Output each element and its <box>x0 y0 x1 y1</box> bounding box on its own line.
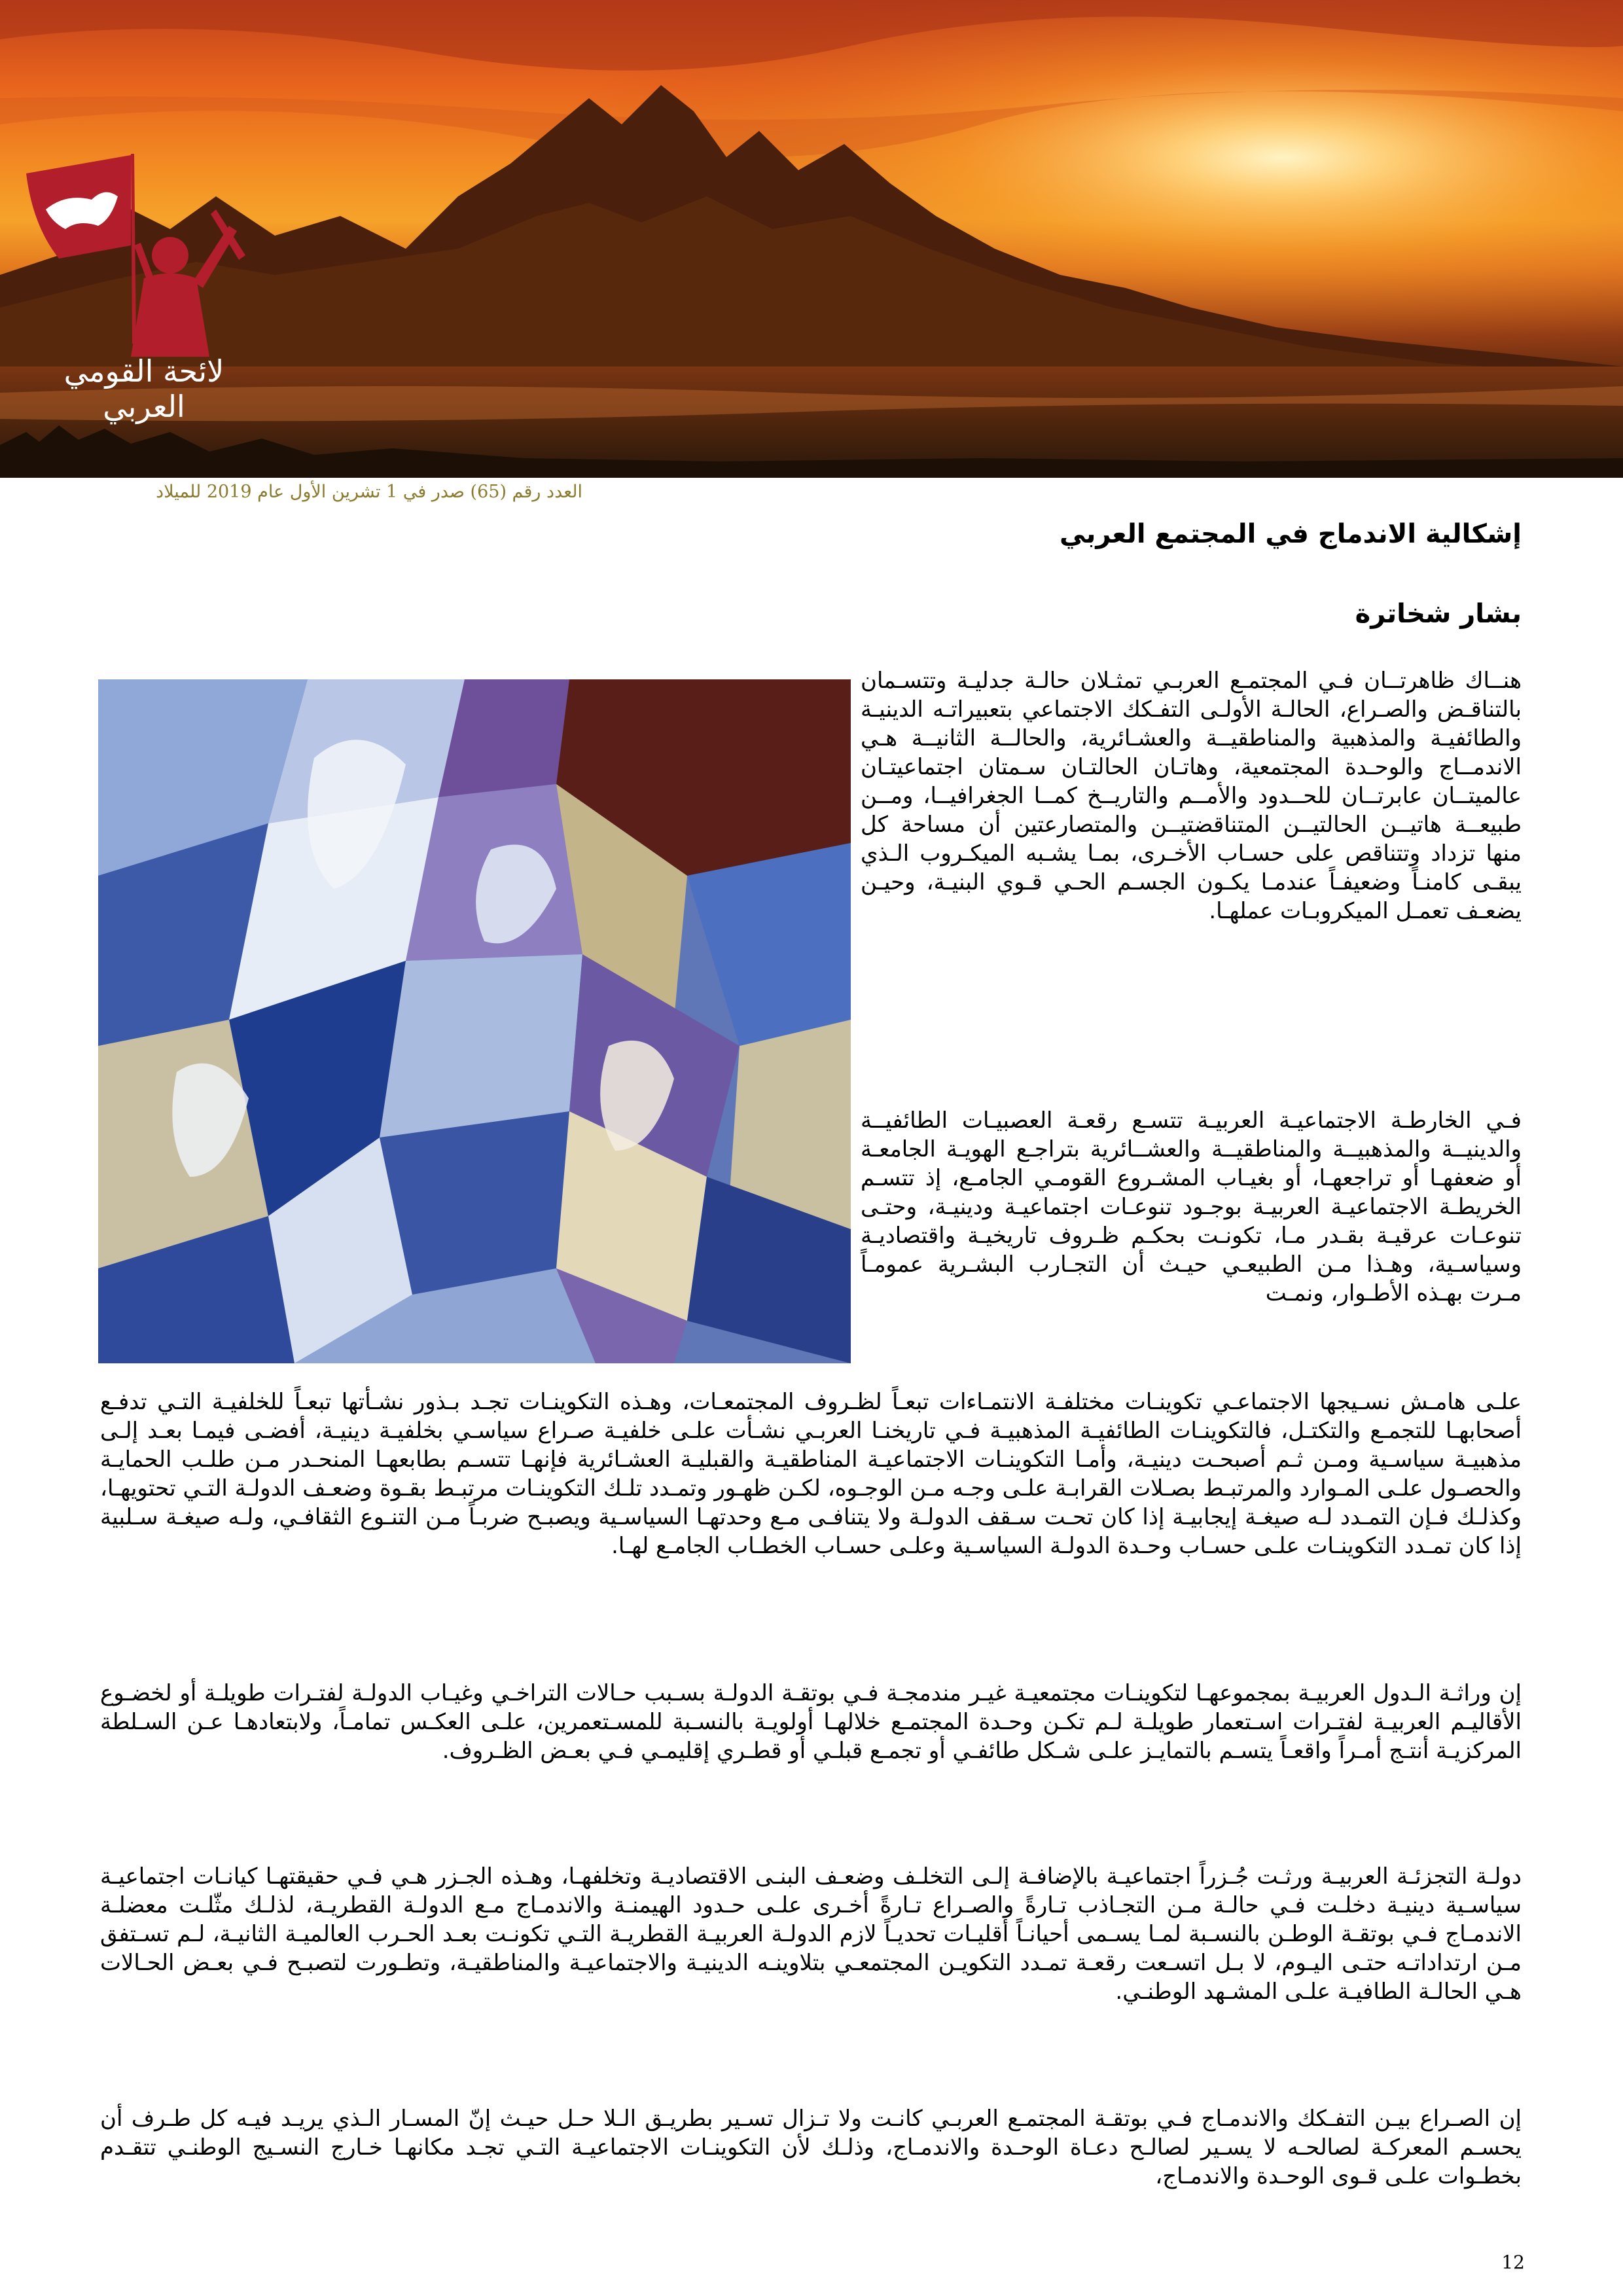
article-paragraph: علـى هامـش نسـيجها الاجتماعـي تكوينـات مختلفـة الانتمـاءات تبعـاً لظـروف المجتمعـات، وهـذه التكوينـات تجـد بـذور نشـأتها تبعـاً للخلفيـة التـي تدفـع أصحابهـا للتجمـع والتكتـل، فالتكوينـات الطائفيـة المذهبيـة فـي تاريخنـا العربـي نشـأت علـى خلفيـة صـراع سياسـي بخلفيـة دينيـة، أفضـى فيمـا بعـد إلـى مذهبيـة سياسـية ومـن ثـم أصبحـت دينيـة، وأمـا التكوينـات الاجتماعيـة المناطقيـة والقبليـة العشـائرية فإنهـا تتسـم بطابعهـا المنحـدر مـن طلـب الحمايـة والحصـول علـى المـوارد والمرتبـط بصـلات القرابـة علـى وجـه مـن الوجـوه، لكـن ظهـور وتمـدد تلـك التكوينـات مرتبـط بقـوة وضعـف الدولـة التـي تحتويهـا، وكذلـك فـإن التمـدد لـه صيغـة إيجابيـة إذا كان تحـت سـقف الدولـة ولا يتنافـى مـع وحدتهـا السياسـية ويصبـح ضربـاً مـن التنـوع الثقافـي، ولـه صيغـة سـلبية إذا كان تمـدد التكوينـات علـى حسـاب وحـدة الدولـة السياسـية وعلـى حسـاب الخطـاب الجامـع لهـا. <box>100 1389 1522 1559</box>
article-paragraph: فـي الخارطـة الاجتماعيـة العربيـة تتسـع رقعـة العصبيـات الطائفيــة والدينيــة والمذهبيــة والمناطقيــة والعشــائرية بتراجـع الهويـة الجامعـة أو ضعفهـا أو تراجعهـا، أو بغيـاب المشـروع القومـي الجامـع، إذ تتسـم الخريطـة الاجتماعيـة العربيـة بوجـود تنوعـات اجتماعيـة ودينيـة، وحتـى تنوعـات عرقيـة بقـدر مـا، تكونـت بحكـم ظـروف تاريخيـة واقتصاديـة وسياسـية، وهـذا مـن الطبيعـي حيـث أن التجـارب البشـرية عمومـاً مـرت بهـذه الأطـوار، ونمـت <box>861 1107 1522 1306</box>
issue-line: العدد رقم (65) صدر في 1 تشرين الأول عام 2019 للميلاد <box>156 482 582 502</box>
article-paragraph: إن الصـراع بيـن التفـكك والاندمـاج فـي بوتقـة المجتمـع العربـي كانـت ولا تـزال تسـير بطريـق الـلا حـل حيـث إنّ المسـار الـذي يريـد فيـه كل طـرف أن يحسـم المعركـة لصالحـه لا يسـير لصالـح دعـاة الوحـدة والاندمـاج، وذلـك لأن التكوينـات الاجتماعيـة التـي تجـد مكانهـا خـارج النسـيج الوطنـي تتقـدم بخطـوات علـى قـوى الوحـدة والاندمـاج، <box>100 2106 1522 2189</box>
header-banner <box>0 0 1623 478</box>
article-author: بشار شخاترة <box>1355 599 1522 629</box>
abstract-painting-image <box>98 679 851 1363</box>
logo-flag-icon <box>26 154 136 344</box>
page-number: 12 <box>1501 2251 1525 2273</box>
article-paragraph: دولـة التجزئـة العربيـة ورثـت جُـزراً اجتماعيـة بالإضافـة إلـى التخلـف وضعـف البنـى الاقتصاديـة وتخلفهـا، وهـذه الجـزر هـي فـي حقيقتهـا كيانـات اجتماعيـة سياسـية دينيـة دخلـت فـي حالـة مـن التجـاذب تـارةً والصـراع تـارةً أخـرى علـى حـدود الهيمنـة والاندمـاج مـع الدولـة القطريـة، لذلـك مثّلـت معضلـة الاندمـاج فـي بوتقـة الوطـن بالنسـبة لمـا يسـمى أحيانـاً أقليـات تحديـاً لازم الدولـة العربيـة القطريـة التـي تكونـت بعـد الحـرب العالميـة الثانيـة، لـم تسـتفق مـن ارتداداتـه حتـى اليـوم، لا بـل اتسـعت رقعـة تمـدد التكويـن المجتمعـي بتلاوينـه الدينيـة والاجتماعيـة والمناطقيـة، وتطـورت لتصبـح فـي بعـض الحـالات هـي الحالـة الطافيـة علـى المشـهد الوطنـي. <box>100 1863 1522 2005</box>
article-paragraph: هنــاك ظاهرتــان فـي المجتمـع العربـي تمثـلان حالـة جدليـة وتتسـمان بالتناقـض والصـراع، الحالـة الأولـى التفـكك الاجتماعي بتعبيراتـه الدينيـة والطائفيـة والمذهبية والمناطقيــة والعشـائرية، والحالــة الثانيــة هـي الاندمــاج والوحـدة المجتمعية، وهاتـان الحالتـان سـمتان اجتماعيتـان عالميتــان عابرتــان للحــدود والأمــم والتاريــخ كمــا الجغرافيــا، ومــن طبيعــة هاتيــن الحالتيــن المتناقضتيــن والمتصارعتين أن مساحة كل منها تزداد وتتناقص على حسـاب الأخـرى، بمـا يشـبه الميكـروب الـذي يبقـى كامنـاً وضعيفـاً عندمـا يكـون الجسـم الحـي قـوي البنيـة، وحيـن يضعـف تعمـل الميكروبـات عملهـا. <box>861 668 1522 924</box>
article-title: إشكالية الاندماج في المجتمع العربي <box>1059 519 1522 549</box>
article-paragraph: إن وراثـة الـدول العربيـة بمجموعهـا لتكوينـات مجتمعيـة غيـر مندمجـة فـي بوتقـة الدولـة بسـبب حـالات التراخـي وغيـاب الدولـة لفتـرات طويلـة أو لخضـوع الأقاليـم العربيـة لفتـرات اسـتعمار طويلـة لـم تكـن وحـدة المجتمـع خلالهـا أولويـة بالنسـبة للمسـتعمرين، علـى العكـس تمامـاً، ولابتعادهـا عـن السـلطة المركزيـة أنتـج أمـراً واقعـاً يتسـم بالتمايـز علـى شـكل طائفـي أو تجمـع قبلـي أو قطـري إقليمـي فـي بعـض الظـروف. <box>100 1680 1522 1764</box>
logo-figure-icon <box>131 209 245 357</box>
logo-caption: لائحة القومي العربي <box>63 353 224 424</box>
